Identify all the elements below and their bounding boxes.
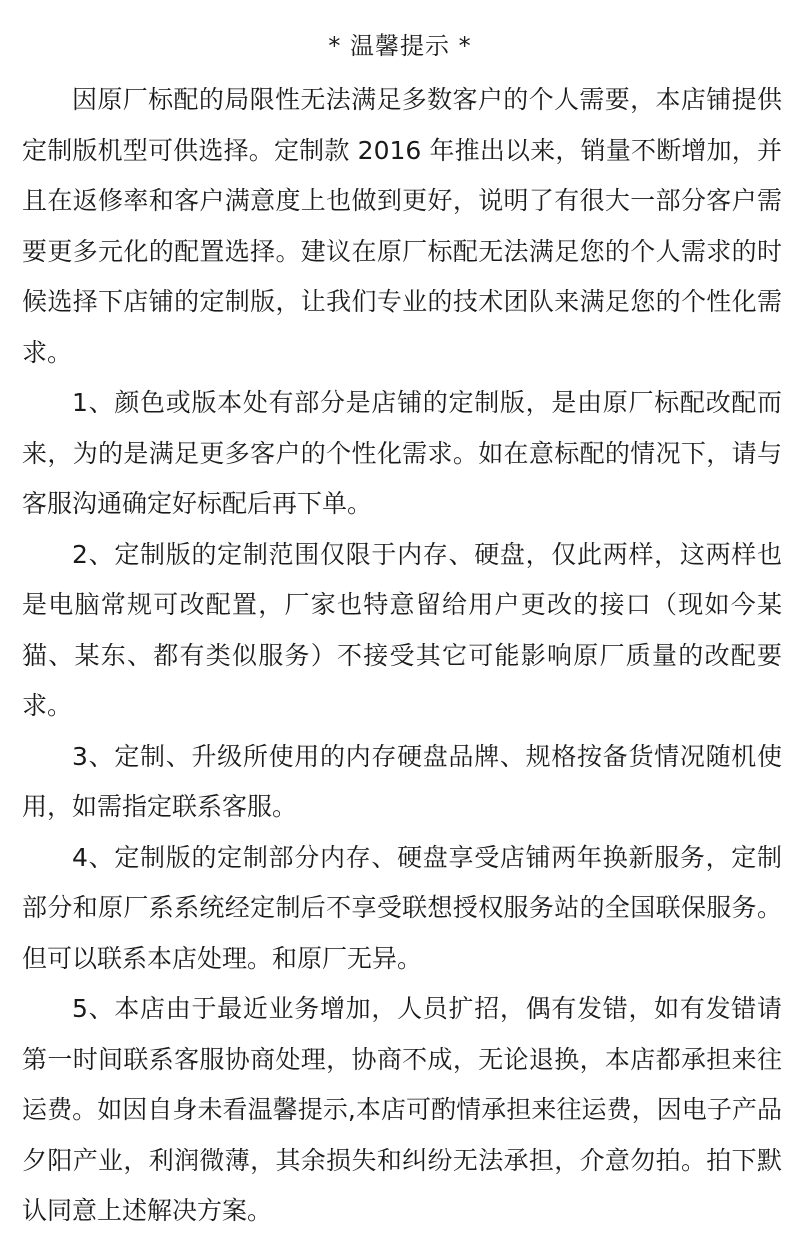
notice-item-2: 2、定制版的定制范围仅限于内存、硬盘，仅此两样，这两样也是电脑常规可改配置，厂家也特意留给用户更改的接口（现如今某猫、某东、都有类似服务）不接受其它可能影响原厂质量的改配要求。	[22, 539, 782, 720]
notice-title: * 温馨提示 *	[328, 32, 472, 60]
notice-item-4: 4、定制版的定制部分内存、硬盘享受店铺两年换新服务，定制部分和原厂系系统经定制后不享受联想授权服务站的全国联保服务。但可以联系本店处理。和原厂无异。	[22, 842, 782, 973]
notice-item-3: 3、定制、升级所使用的内存硬盘品牌、规格按备货情况随机使用，如需指定联系客服。	[22, 741, 782, 821]
notice-item-5: 5、本店由于最近业务增加，人员扩招，偶有发错，如有发错请第一时间联系客服协商处理，协商不成，无论退换，本店都承担来往运费。如因自身未看温馨提示,本店可酌情承担来往运费，因电子产品夕阳产业，利润微薄，其余损失和纠纷无法承担，介意勿拍。拍下默认同意上述解决方案。	[22, 994, 782, 1225]
intro-paragraph: 因原厂标配的局限性无法满足多数客户的个人需要，本店铺提供定制版机型可供选择。定制款 2016 年推出以来，销量不断增加，并且在返修率和客户满意度上也做到更好，说明了有很大一部分客户需要更多元化的配置选择。建议在原厂标配无法满足您的个人需求的时候选择下店铺的定制版，让我们专业的技术团队来满足您的个性化需求。	[22, 85, 782, 367]
notice-body	[22, 75, 782, 1237]
notice-item-1: 1、颜色或版本处有部分是店铺的定制版，是由原厂标配改配而来，为的是满足更多客户的个性化需求。如在意标配的情况下，请与客服沟通确定好标配后再下单。	[22, 388, 782, 518]
